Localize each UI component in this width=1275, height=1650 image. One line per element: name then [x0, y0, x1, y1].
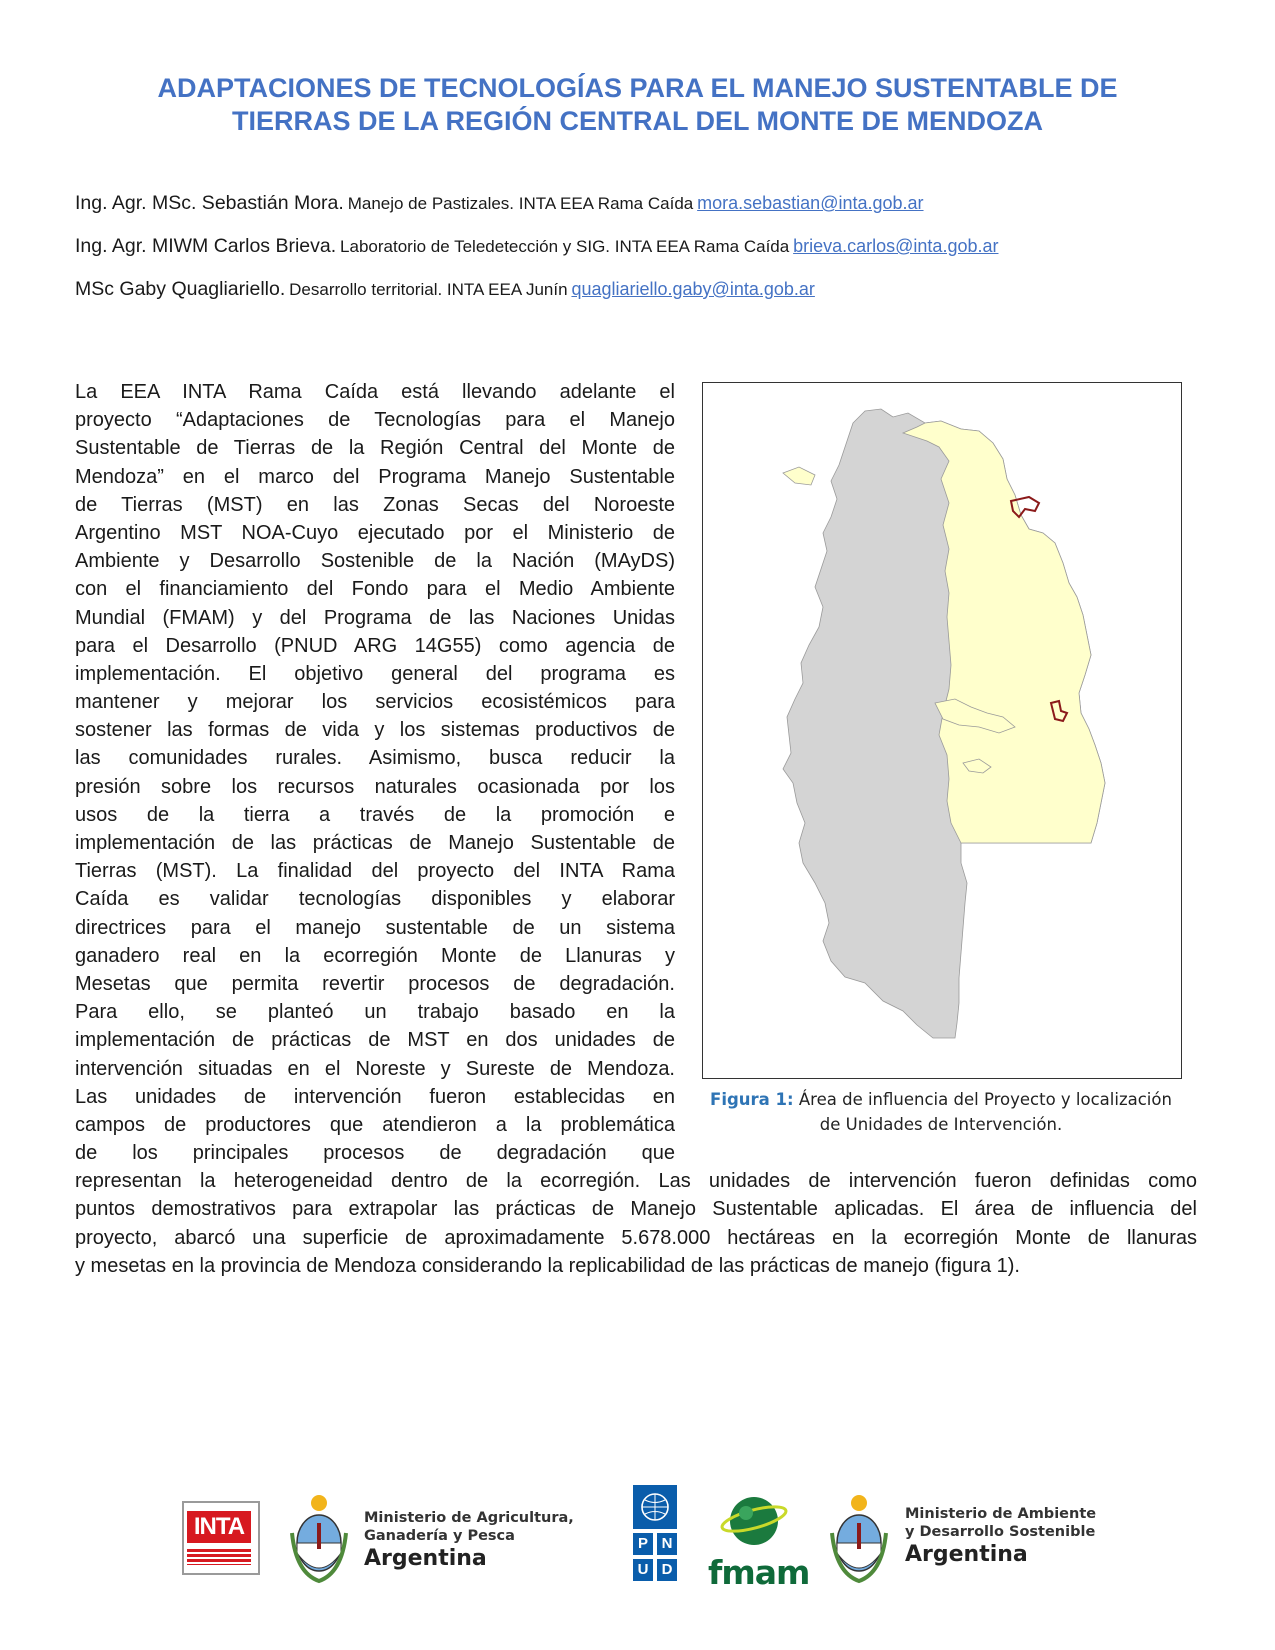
fmam-globe-icon — [720, 1489, 790, 1551]
paragraph-line: Argentino MST NOA-Cuyo ejecutado por el Ministerio de — [75, 521, 675, 544]
figure-caption — [702, 1087, 1180, 1137]
paragraph-line: implementación. El objetivo general del programa es — [75, 662, 675, 685]
pnud-letter: N — [657, 1533, 677, 1555]
argentina-coat-of-arms-icon — [288, 1493, 350, 1585]
paragraph-line: campos de productores que atendieron a la problemática — [75, 1113, 675, 1136]
author-email-link[interactable]: quagliariello.gaby@inta.gob.ar — [571, 279, 815, 299]
author-email-link[interactable]: mora.sebastian@inta.gob.ar — [697, 193, 924, 213]
paragraph-line: de Tierras (MST) en las Zonas Secas del Noroeste — [75, 493, 675, 516]
author-name: Ing. Agr. MSc. Sebastián Mora. — [75, 192, 344, 214]
pnud-letter: D — [657, 1559, 677, 1581]
paragraph-line: Caída es validar tecnologías disponibles y elaborar — [75, 888, 675, 911]
paragraph-line: intervención situadas en el Noreste y Sureste de Mendoza. — [75, 1057, 675, 1080]
title-line-1: ADAPTACIONES DE TECNOLOGÍAS PARA EL MANEJO SUSTENTABLE DE — [157, 73, 1118, 103]
paragraph-line: Mundial (FMAM) y del Programa de las Naciones Unidas — [75, 606, 675, 629]
paragraph-line: las comunidades rurales. Asimismo, busca reducir la — [75, 747, 675, 770]
figure-map — [702, 382, 1182, 1079]
caption-text-2: de Unidades de Intervención. — [819, 1115, 1063, 1134]
env-ministry-country: Argentina — [905, 1542, 1028, 1567]
caption-text-1: Área de influencia del Proyecto y localización — [798, 1090, 1172, 1109]
author-affiliation: Manejo de Pastizales. INTA EEA Rama Caída — [347, 194, 694, 213]
agri-ministry-line-2: Ganadería y Pesca — [364, 1528, 515, 1544]
agri-ministry-country: Argentina — [364, 1546, 487, 1571]
env-ministry-line-1: Ministerio de Ambiente — [905, 1506, 1097, 1522]
map-island — [783, 467, 815, 485]
paragraph-line: directrices para el manejo sustentable de un sistema — [75, 916, 675, 939]
agri-ministry-text — [364, 1509, 574, 1573]
paragraph-line: de los principales procesos de degradación que — [75, 1142, 675, 1165]
paragraph-line: Tierras (MST). La finalidad del proyecto del INTA Rama — [75, 860, 675, 883]
document-title — [70, 72, 1205, 138]
author-affiliation: Desarrollo territorial. INTA EEA Junín — [289, 280, 568, 299]
pnud-letter: P — [633, 1533, 653, 1555]
author-affiliation: Laboratorio de Teledetección y SIG. INTA EEA Rama Caída — [340, 237, 790, 256]
author-name: Ing. Agr. MIWM Carlos Brieva. — [75, 235, 337, 257]
author-entry — [75, 278, 815, 301]
title-line-2: TIERRAS DE LA REGIÓN CENTRAL DEL MONTE DE MENDOZA — [231, 106, 1044, 136]
paragraph-line: sostener las formas de vida y los sistemas productivos de — [75, 719, 675, 742]
paragraph-line: con el financiamiento del Fondo para el Medio Ambiente — [75, 578, 675, 601]
paragraph-line: representan la heterogeneidad dentro de la ecorregión. Las unidades de intervención fueron definidas como — [75, 1170, 1197, 1193]
paragraph-line: usos de la tierra a través de la promoción e — [75, 803, 675, 826]
paragraph-line: implementación de las prácticas de Manejo Sustentable de — [75, 832, 675, 854]
author-entry — [75, 235, 998, 258]
fmam-logo-text: fmam — [708, 1553, 810, 1592]
paragraph-line: proyecto “Adaptaciones de Tecnologías para el Manejo — [75, 409, 675, 432]
env-ministry-line-2: y Desarrollo Sostenible — [905, 1524, 1096, 1540]
paragraph-line: Para ello, se planteó un trabajo basado en la — [75, 1001, 675, 1024]
paragraph-line: mantener y mejorar los servicios ecosistémicos para — [75, 691, 675, 714]
inta-logo-stripes — [187, 1549, 251, 1565]
paragraph-line: Las unidades de intervención fueron establecidas en — [75, 1085, 675, 1108]
inta-logo — [182, 1501, 260, 1575]
paragraph-line: Mesetas que permita revertir procesos de degradación. — [75, 972, 675, 995]
author-entry — [75, 192, 924, 215]
paragraph-line: puntos demostrativos para extrapolar las prácticas de Manejo Sustentable aplicadas. El área de influencia del — [75, 1198, 1197, 1221]
sponsor-logos — [160, 1485, 1120, 1595]
paragraph-line: ganadero real en la ecorregión Monte de Llanuras y — [75, 944, 675, 967]
paragraph-line: para el Desarrollo (PNUD ARG 14G55) como agencia de — [75, 634, 675, 657]
mendoza-map — [703, 383, 1181, 1078]
author-email-link[interactable]: brieva.carlos@inta.gob.ar — [793, 236, 999, 256]
paragraph-line: presión sobre los recursos naturales ocasionada por los — [75, 775, 675, 798]
env-ministry-text — [905, 1505, 1096, 1569]
caption-line-1 — [702, 1087, 1180, 1112]
pnud-letter: U — [633, 1559, 653, 1581]
agri-ministry-line-1: Ministerio de Agricultura, — [364, 1510, 574, 1526]
author-name: MSc Gaby Quagliariello. — [75, 278, 286, 300]
paragraph-line: Sustentable de Tierras de la Región Central del Monte de — [75, 437, 675, 460]
argentina-coat-of-arms-icon — [828, 1493, 890, 1585]
inta-logo-text: INTA — [187, 1511, 251, 1543]
pnud-logo — [633, 1485, 677, 1585]
paragraph-line: implementación de prácticas de MST en dos unidades de — [75, 1029, 675, 1052]
paragraph-line: proyecto, abarcó una superficie de aproximadamente 5.678.000 hectáreas en la ecorregión Monte de llanuras — [75, 1226, 1197, 1249]
paragraph-line: Mendoza” en el marco del Programa Manejo Sustentable — [75, 465, 675, 488]
figure-label: Figura 1: — [710, 1090, 794, 1109]
paragraph-line: y mesetas en la provincia de Mendoza considerando la replicabilidad de las prácticas de manejo (figura 1). — [75, 1254, 1020, 1277]
paragraph-line: La EEA INTA Rama Caída está llevando adelante el — [75, 381, 675, 403]
paragraph-line: Ambiente y Desarrollo Sostenible de la Nación (MAyDS) — [75, 550, 675, 573]
un-emblem-icon — [633, 1485, 677, 1529]
